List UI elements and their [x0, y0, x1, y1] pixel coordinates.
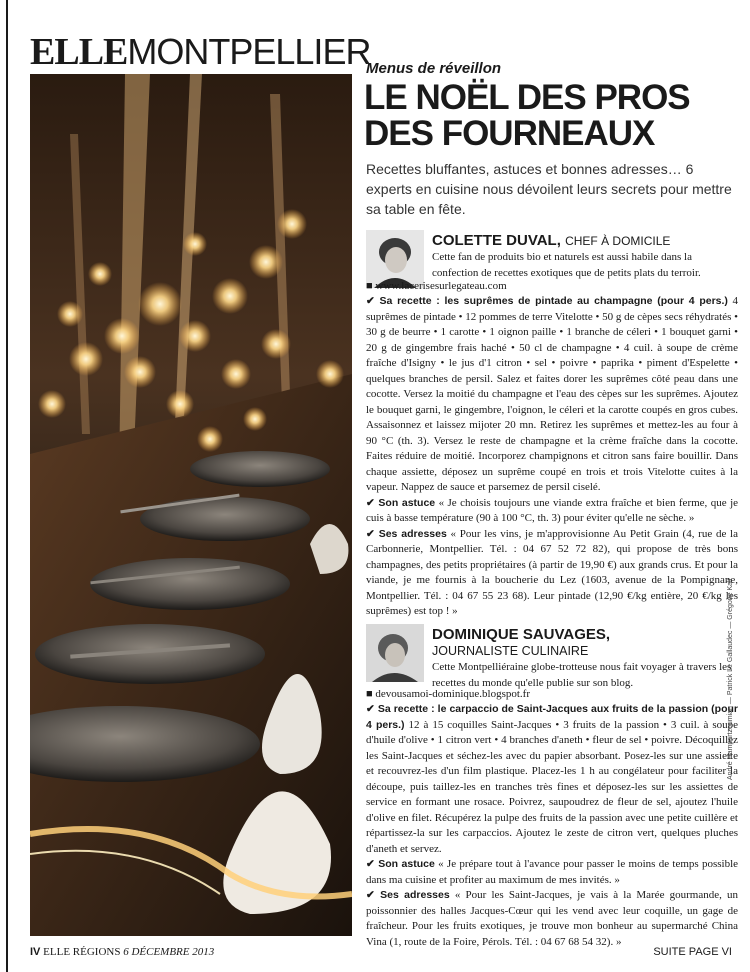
expert-name	[432, 232, 670, 249]
masthead-city: MONTPELLIER	[127, 31, 371, 72]
recipe-label: ✔ Sa recette : les suprêmes de pintade au champagne (pour 4 pers.)	[366, 295, 728, 307]
masthead-brand: ELLE	[30, 31, 128, 73]
article-title-line-1: LE NOËL DES PROS	[364, 78, 690, 117]
tip-label: ✔ Son astuce	[366, 496, 436, 509]
page-edge-rule	[6, 0, 8, 972]
expert-name: DOMINIQUE SAUVAGES,	[432, 626, 611, 643]
tip-text: « Je prépare tout à l'avance pour passer le moins de temps possible dans ma cuisine et profiter au maximum de mes invités. »	[366, 858, 739, 886]
expert-role: CHEF À DOMICILE	[565, 234, 671, 248]
expert-description: Cette Montpelliéraine globe-trotteuse nous fait voyager à travers les recettes du monde qu'elle publie sur son blog.	[432, 661, 732, 689]
expert-website[interactable]: ■ devousamoi-dominique.blogspot.fr	[366, 688, 530, 700]
recipe-label: ✔ Sa recette : le carpaccio de Saint-Jacques aux fruits de la passion (pour 4 pers.)	[366, 703, 738, 731]
recipe-text: 12 à 15 coquilles Saint-Jacques • 3 fruits de la passion • 3 cuil. à soupe d'huile d'olive • 1 citron vert • 4 branches d'aneth • fleur de sel • poivre. Décoquillez les Saint-Jacques et séchez-les avec du papier absorbant. Posez-les sur une assiette et recouvrez-les d'un film plastique. Placez-les 1 h au congélateur pour faciliter la découpe, puis taillez-les en tranches très fines et déposez-les sur les assiettes de service en formant une rosace. Poivrez, saupoudrez de fleur de sel, ajoutez l'huile d'olive en filet. Récupérez la pulpe des fruits de la passion avec une petite cuillère et répartissez-la sur les carpaccios. Ajoutez le zeste de citron vert, quelques pluches d'aneth et servez.	[366, 718, 738, 855]
article-kicker: Menus de réveillon	[366, 60, 502, 77]
expert-description: Cette fan de produits bio et naturels est aussi habile dans la confection de recettes exotiques que de petits plats du terroir.	[432, 251, 701, 279]
addresses-label: ✔ Ses adresses	[366, 889, 450, 901]
expert-name-text: COLETTE DUVAL,	[432, 232, 561, 249]
page-number: IV	[30, 946, 41, 958]
expert-website[interactable]: ■ www.lacerisesurlegateau.com	[366, 280, 507, 292]
recipe-text: 4 suprêmes de pintade • 12 pommes de terre Vitelotte • 50 g de cèpes secs réhydratés • 30 g de beurre • 1 carotte • 1 oignon paille • 1 branche de céleri • 1 bouquet garni • 20 g de gingembre frais haché • 50 cl de champagne • 4 cuil. à soupe de crème fraîche d'Isigny • le jus d'1 citron • sel • poivre • paprika • piment d'Espelette • quelques branches de persil. Salez et faites dorer les suprêmes côté peau dans une cocotte. Versez la moitié du champagne et l'eau des cèpes sur les suprêmes. Ajoutez le bouquet garni, le gingembre, l'oignon, le céleri et la carotte coupés en gros cubes. Assaisonnez et laissez mijoter 20 mn. Retirez les suprêmes et mettez-les au four à 90 °C (th. 3). Versez le reste de champagne et la crème fraîche dans la cocotte. Faites réduire de moitié. Incorporez champignons et citron sans faire bouillir. Dans chaque assiette, déposez un suprême coupé en trois et trois Vitelotte cuites à la vapeur. Nappez de sauce et parsemez de persil ciselé.	[366, 295, 738, 493]
tip-text: « Je choisis toujours une viande extra fraîche et bien ferme, que je cuis à basse température (90 à 100 °C, th. 3) pour éviter qu'elle ne sèche. »	[366, 496, 739, 524]
expert-colette-duval	[366, 230, 738, 635]
article-title-line-2: DES FOURNEAUX	[364, 114, 655, 153]
expert-dominique-sauvages	[366, 624, 739, 948]
expert-body	[366, 702, 738, 950]
photo-credit: André Hampartzoumian — Patrick Le Gallaudec — Grégoire Kalt	[727, 578, 734, 780]
addresses-text: « Pour les Saint-Jacques, je vais à la Marée gourmande, un poissonnier des halles Jacques-Cœur qui les vend avec leur coquille, un gage de fraîcheur. Pour les fruits exotiques, je trouve mon bonheur au supermarché China Vina (1, route de la Foire, Pérols. Tél. : 04 67 68 54 32). »	[366, 889, 739, 948]
issue-date: 6 DÉCEMBRE 2013	[123, 946, 215, 958]
addresses-label: ✔ Ses adresses	[366, 527, 447, 540]
expert-body	[366, 294, 738, 620]
expert-role: JOURNALISTE CULINAIRE	[432, 644, 589, 658]
continued-notice: SUITE PAGE VI	[653, 946, 732, 958]
expert-portrait	[366, 624, 424, 682]
tip-label: ✔ Son astuce	[366, 858, 435, 870]
article-intro: Recettes bluffantes, astuces et bonnes adresses… 6 experts en cuisine nous dévoilent leurs secrets pour mettre sa table en fête.	[366, 161, 732, 217]
page-footer	[30, 946, 214, 958]
publication-name: ELLE RÉGIONS	[43, 946, 121, 958]
addresses-text: « Pour les vins, je m'approvisionne Au Petit Grain (4, rue de la Carbonnerie, Montpellier. Tél. : 04 67 52 72 82), qui propose de très bons champagnes, des petits propriétaires (à partir de 19,90 €) aux grands crus. Et pour la viande, je me fournis à la boucherie du Lez (1603, avenue de la Pompignane, Montpellier. Tél. : 04 67 55 23 68). Leur pintade (12,90 €/kg entière, 20 €/kg les suprêmes) est top ! »	[366, 527, 738, 617]
article-title	[364, 80, 744, 152]
table-setting-photo	[30, 74, 352, 936]
masthead	[30, 30, 370, 74]
